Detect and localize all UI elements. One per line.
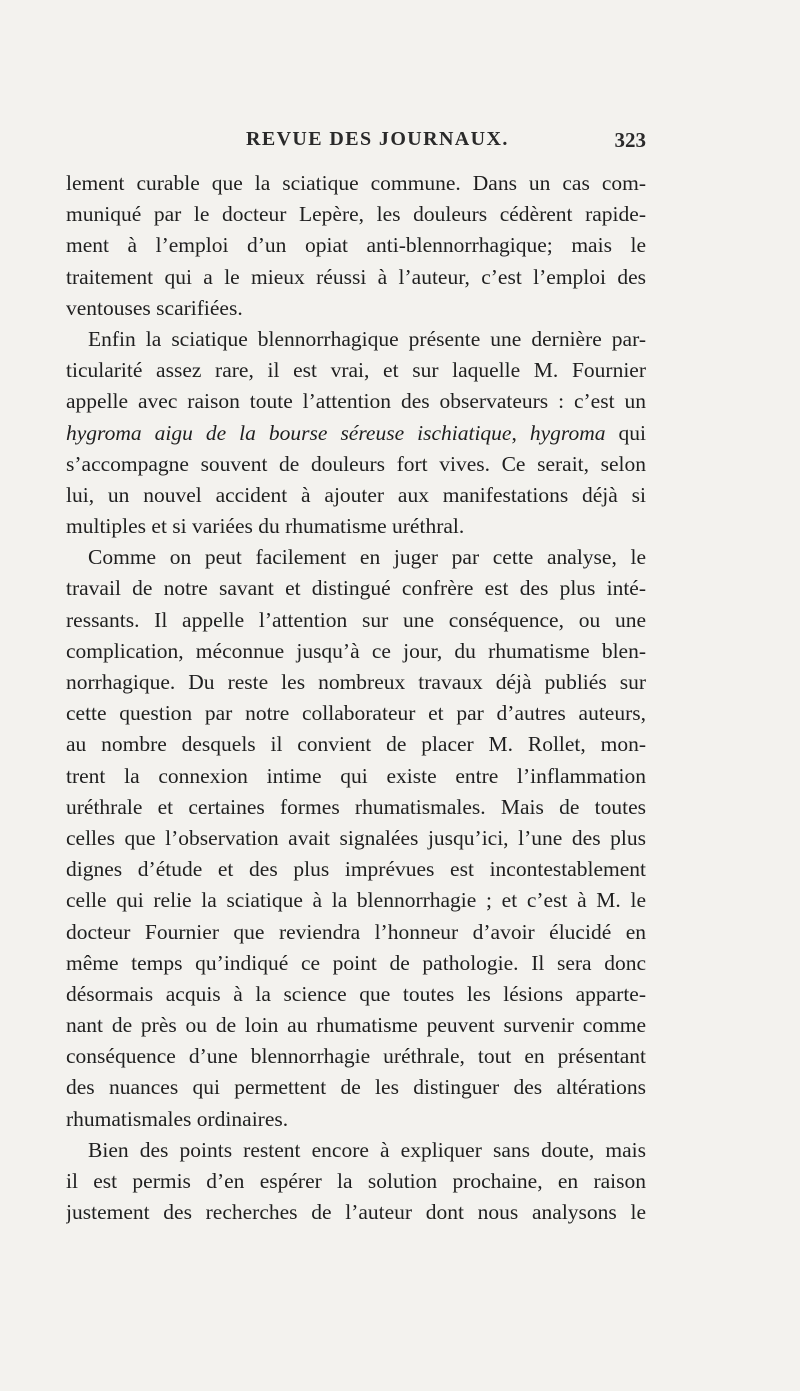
text-line: lui, un nouvel accident à ajouter aux manifestations déjà si — [66, 482, 646, 507]
text-line: justement des recherches de l’auteur dont nous analysons le — [66, 1200, 646, 1225]
text-line: celles que l’observation avait signalées jusqu’ici, l’une des plus — [66, 825, 646, 850]
text-line: nant de près ou de loin au rhumatisme peuvent survenir comme — [66, 1013, 646, 1038]
text-line: s’accompagne souvent de douleurs fort vives. Ce serait, selon — [66, 451, 646, 476]
text-line: des nuances qui permettent de les distinguer des altérations — [66, 1075, 646, 1100]
text-line: conséquence d’une blennorrhagie uréthrale, tout en présentant — [66, 1044, 646, 1069]
text-line: traitement qui a le mieux réussi à l’auteur, c’est l’emploi des — [66, 264, 646, 289]
text-line: ticularité assez rare, il est vrai, et sur laquelle M. Fournier — [66, 358, 646, 383]
text-line: muniqué par le docteur Lepère, les douleurs cédèrent rapide- — [66, 202, 646, 227]
text-line: Bien des points restent encore à expliquer sans doute, mais — [88, 1137, 646, 1162]
text-line: trent la connexion intime qui existe entre l’inflammation — [66, 763, 646, 788]
text-line: appelle avec raison toute l’attention des observateurs : c’est un — [66, 389, 646, 414]
text-line: complication, méconnue jusqu’à ce jour, du rhumatisme blen- — [66, 638, 646, 663]
text-line: ventouses scarifiées. — [66, 295, 243, 320]
page-header — [246, 128, 646, 164]
text-line: désormais acquis à la science que toutes les lésions apparte- — [66, 981, 646, 1006]
text-line: Enfin la sciatique blennorrhagique présente une dernière par- — [88, 326, 646, 351]
text-line: ment à l’emploi d’un opiat anti-blennorrhagique; mais le — [66, 233, 646, 258]
text-line: uréthrale et certaines formes rhumatismales. Mais de toutes — [66, 794, 646, 819]
text-line: cette question par notre collaborateur et par d’autres auteurs, — [66, 701, 646, 726]
text-line: hygroma aigu de la bourse séreuse ischiatique, hygroma qui — [66, 420, 646, 445]
running-title: REVUE DES JOURNAUX. — [246, 128, 509, 150]
text-line: rhumatismales ordinaires. — [66, 1106, 289, 1131]
body-text — [66, 168, 646, 1228]
text-line: il est permis d’en espérer la solution prochaine, en raison — [66, 1169, 646, 1193]
page-number: 323 — [614, 128, 646, 152]
text-line: dignes d’étude et des plus imprévues est incontestablement — [66, 857, 646, 882]
text-line: celle qui relie la sciatique à la blennorrhagie ; et c’est à M. le — [66, 888, 646, 913]
text-line: lement curable que la sciatique commune. Dans un cas com- — [66, 171, 646, 195]
text-line: multiples et si variées du rhumatisme uréthral. — [66, 514, 465, 539]
text-line: docteur Fournier que reviendra l’honneur d’avoir élucidé en — [66, 919, 646, 944]
text-line: même temps qu’indiqué ce point de pathologie. Il sera donc — [66, 950, 646, 975]
text-line: ressants. Il appelle l’attention sur une conséquence, ou une — [66, 607, 646, 632]
text-line: travail de notre savant et distingué confrère est des plus inté- — [66, 576, 646, 601]
text-line: au nombre desquels il convient de placer M. Rollet, mon- — [66, 732, 646, 757]
text-line: norrhagique. Du reste les nombreux travaux déjà publiés sur — [66, 670, 646, 694]
text-line: Comme on peut facilement en juger par cette analyse, le — [88, 545, 646, 570]
